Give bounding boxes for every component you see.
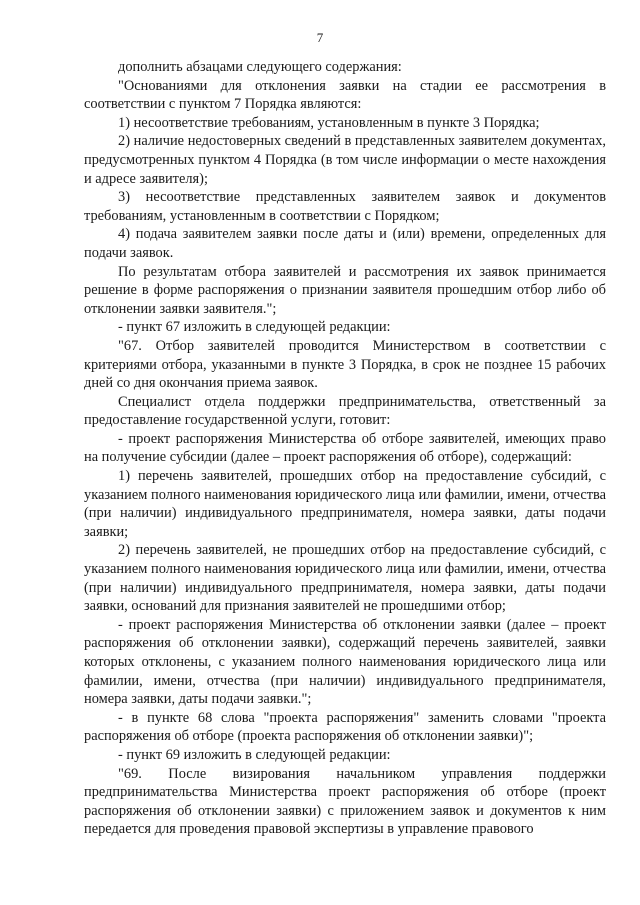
- paragraph-item-69-instruction: - пункт 69 изложить в следующей редакции:: [118, 746, 391, 763]
- paragraph-item-69: "69. После визирования начальником управления поддержки предпринимательства Министерства проект распоряжения об отборе (проект распоряжения об отклонении заявки) с приложением заявок и документов к ним передается для проведения правовой экспертизы в управление правового: [84, 765, 606, 838]
- paragraph-list-passed: 1) перечень заявителей, прошедших отбор на предоставление субсидий, с указанием полного наименования юридического лица или фамилии, имени, отчества (при наличии) индивидуального предпринимателя, номера заявки, даты подачи заявки;: [84, 468, 606, 540]
- paragraph-draft-rejection: - проект распоряжения Министерства об отклонении заявки (далее – проект распоряжения об отклонении заявки), содержащий перечень заявителей, заявки которых отклонены, с указанием полного наименования юридического лица или фамилии, имени, отчества (при наличии) индивидуального предпринимателя, номера заявки, даты подачи заявки.";: [84, 616, 606, 708]
- paragraph-decision: По результатам отбора заявителей и рассмотрения их заявок принимается решение в форме распоряжения о признании заявителя прошедшим отбор либо об отклонении заявки заявителя.";: [84, 263, 606, 317]
- paragraph-ground-4: 4) подача заявителем заявки после даты и (или) времени, определенных для подачи заявок.: [84, 226, 606, 261]
- page-number: 7: [316, 30, 324, 45]
- document-body: [84, 58, 606, 839]
- paragraph-intro: дополнить абзацами следующего содержания:: [118, 59, 402, 75]
- paragraph-grounds-heading: "Основаниями для отклонения заявки на стадии ее рассмотрения в соответствии с пунктом 7 Порядка являются:: [84, 77, 606, 113]
- paragraph-specialist: Специалист отдела поддержки предпринимательства, ответственный за предоставление государственной услуги, готовит:: [84, 393, 606, 429]
- paragraph-item-68: - в пункте 68 слова "проекта распоряжения" заменить словами "проекта распоряжения об отборе (проекта распоряжения об отклонении заявки)";: [84, 709, 606, 745]
- paragraph-item-67: "67. Отбор заявителей проводится Министерством в соответствии с критериями отбора, указанными в пункте 3 Порядка, в срок не позднее 15 рабочих дней со дня окончания приема заявок.: [84, 337, 606, 392]
- paragraph-ground-3: 3) несоответствие представленных заявителем заявок и документов требованиям, установленным в соответствии с Порядком;: [84, 189, 606, 224]
- paragraph-ground-1: 1) несоответствие требованиям, установленным в пункте 3 Порядка;: [118, 114, 540, 131]
- paragraph-draft-selection: - проект распоряжения Министерства об отборе заявителей, имеющих право на получение субсидии (далее – проект распоряжения об отборе), содержащий:: [84, 430, 606, 466]
- paragraph-item-67-instruction: - пункт 67 изложить в следующей редакции:: [118, 319, 391, 336]
- paragraph-ground-2: 2) наличие недостоверных сведений в представленных заявителем документах, предусмотренных пунктом 4 Порядка (в том числе информации о месте нахождения и адресе заявителя);: [84, 133, 606, 187]
- paragraph-list-not-passed: 2) перечень заявителей, не прошедших отбор на предоставление субсидий, с указанием полного наименования юридического лица или фамилии, имени, отчества (при наличии) индивидуального предпринимателя, номера заявки, даты подачи заявки, оснований для признания заявителей не прошедшими отбор;: [84, 542, 606, 615]
